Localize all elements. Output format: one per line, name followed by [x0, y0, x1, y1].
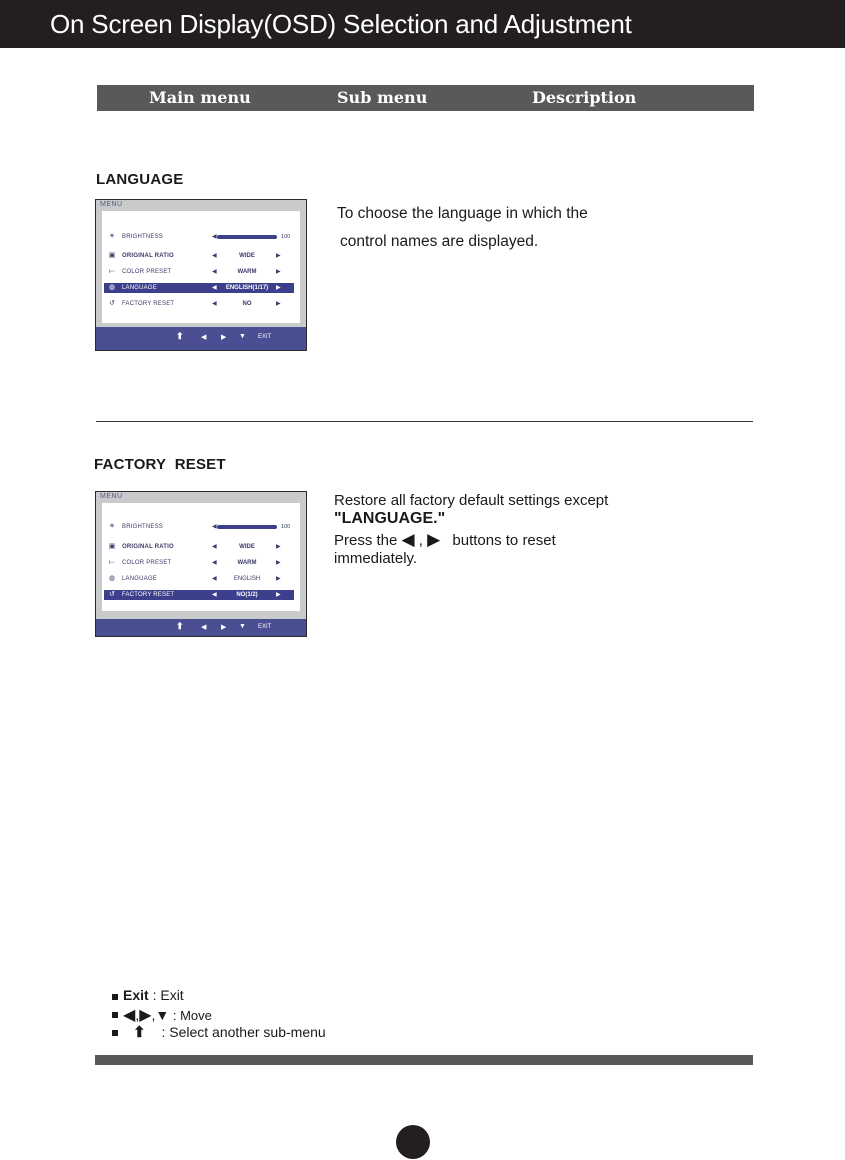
- separator: ,: [135, 1007, 140, 1023]
- right-arrow-icon: ▶: [221, 334, 227, 341]
- osd-screenshot-factory-reset: [95, 491, 307, 637]
- ratio-icon: ▣: [108, 252, 116, 259]
- osd-row-value: WIDE: [239, 253, 255, 259]
- left-triangle-icon: ◀: [401, 530, 415, 549]
- osd-row-original-ratio: [104, 251, 294, 261]
- factory-desc-line4: immediately.: [334, 550, 418, 567]
- osd-row-factory-reset: [104, 299, 294, 309]
- arrow-left-icon: ◀: [212, 576, 217, 582]
- arrow-right-icon: ▶: [276, 285, 281, 291]
- osd-row-language: [104, 574, 294, 584]
- down-triangle-icon: ▼: [155, 1007, 170, 1023]
- osd-row-value: WARM: [237, 560, 257, 566]
- osd-row-value: ENGLISH(1/17): [225, 285, 269, 291]
- arrow-left-icon: ◀: [212, 234, 217, 240]
- arrow-left-icon: ◀: [212, 285, 217, 291]
- osd-row-color-preset: [104, 558, 294, 568]
- osd-row-label: ORIGINAL RATIO: [122, 253, 174, 259]
- brightness-bar: [217, 235, 277, 239]
- comma-text: ,: [418, 532, 423, 549]
- osd-row-factory-reset: [104, 590, 294, 600]
- arrow-right-icon: ▶: [276, 253, 281, 259]
- arrow-right-icon: ▶: [276, 301, 281, 307]
- osd-row-label: FACTORY RESET: [122, 592, 175, 598]
- arrow-left-icon: ◀: [212, 301, 217, 307]
- legend-exit-bold: Exit: [123, 987, 149, 1003]
- down-arrow-icon: ▼: [239, 623, 246, 630]
- factory-desc-line3: [334, 532, 556, 550]
- arrow-right-icon: ▶: [276, 576, 281, 582]
- globe-icon: ◍: [108, 575, 116, 582]
- brightness-bar: [217, 525, 277, 529]
- section-divider: [96, 421, 753, 422]
- factory-desc-line2: "LANGUAGE.": [334, 510, 446, 527]
- column-main-menu: Main menu: [149, 88, 251, 107]
- section-title-language: LANGUAGE: [96, 171, 184, 188]
- bullet-icon: [112, 1012, 118, 1018]
- color-icon: ⟝: [109, 559, 115, 566]
- legend-select: [112, 1023, 326, 1041]
- osd-screenshot-language: [95, 199, 307, 351]
- osd-row-label: COLOR PRESET: [122, 269, 172, 275]
- arrow-right-icon: ▶: [276, 592, 281, 598]
- arrow-left-icon: ◀: [212, 253, 217, 259]
- osd-exit-label: EXIT: [258, 334, 272, 340]
- legend-exit: [112, 987, 184, 1003]
- arrow-left-icon: ◀: [212, 560, 217, 566]
- osd-row-language: [104, 283, 294, 293]
- up-arrow-icon: ⬆: [176, 621, 184, 631]
- arrow-right-icon: ▶: [276, 544, 281, 550]
- page-title: On Screen Display(OSD) Selection and Adjustment: [50, 9, 632, 39]
- osd-row-value: NO(1/2): [236, 592, 258, 598]
- globe-icon: ◍: [108, 284, 116, 291]
- left-arrow-icon: ◀: [201, 334, 207, 341]
- section-title-factory-reset: FACTORY RESET: [94, 456, 226, 473]
- legend-move: [112, 1005, 212, 1025]
- arrow-left-icon: ◀: [212, 524, 217, 530]
- legend-select-text: : Select another sub-menu: [161, 1024, 326, 1040]
- arrow-left-icon: ◀: [212, 592, 217, 598]
- up-arrow-icon: ⬆: [176, 331, 184, 341]
- press-the-text: Press the: [334, 532, 398, 549]
- color-icon: ⟝: [109, 268, 115, 275]
- osd-row-color-preset: [104, 267, 294, 277]
- osd-row-brightness: [104, 232, 294, 242]
- bullet-icon: [112, 1030, 118, 1036]
- osd-row-value: WARM: [237, 269, 257, 275]
- arrow-right-icon: ▶: [276, 269, 281, 275]
- reset-icon: ↺: [109, 591, 115, 598]
- left-arrow-icon: ◀: [201, 624, 207, 631]
- column-sub-menu: Sub menu: [337, 88, 428, 107]
- buttons-to-reset-text: buttons to reset: [452, 532, 556, 549]
- osd-row-label: BRIGHTNESS: [122, 524, 164, 530]
- arrow-right-icon: ▶: [276, 560, 281, 566]
- osd-row-brightness: [104, 522, 294, 532]
- brightness-value: 100: [281, 234, 291, 240]
- column-description: Description: [532, 88, 637, 107]
- legend-move-text: : Move: [169, 1008, 212, 1023]
- osd-footer: [96, 619, 306, 636]
- language-desc-line2: control names are displayed.: [340, 233, 539, 250]
- osd-footer: [96, 327, 306, 350]
- separator: ,: [151, 1007, 156, 1023]
- footer-bar: [95, 1055, 753, 1065]
- osd-row-value: ENGLISH: [233, 576, 261, 582]
- right-triangle-icon: ▶: [427, 530, 441, 549]
- left-triangle-icon: ◀: [123, 1007, 136, 1024]
- osd-menu-label: MENU: [100, 493, 123, 500]
- column-header-bar: [97, 85, 754, 111]
- arrow-left-icon: ◀: [212, 544, 217, 550]
- osd-row-value: WIDE: [239, 544, 255, 550]
- reset-icon: ↺: [109, 300, 115, 307]
- sun-icon: ☀: [108, 233, 116, 240]
- osd-row-label: COLOR PRESET: [122, 560, 172, 566]
- up-arrow-icon: ⬆: [133, 1024, 146, 1041]
- factory-desc-line1: Restore all factory default settings except: [334, 492, 609, 509]
- brightness-value: 100: [281, 524, 291, 530]
- down-arrow-icon: ▼: [239, 333, 246, 340]
- bullet-icon: [112, 994, 118, 1000]
- osd-row-label: ORIGINAL RATIO: [122, 544, 174, 550]
- page-number-badge: [396, 1125, 430, 1159]
- sun-icon: ☀: [108, 523, 116, 530]
- osd-row-label: LANGUAGE: [122, 576, 157, 582]
- language-desc-line1: To choose the language in which the: [337, 205, 588, 222]
- osd-row-label: BRIGHTNESS: [122, 234, 164, 240]
- osd-exit-label: EXIT: [258, 624, 272, 630]
- osd-row-value: NO: [242, 301, 252, 307]
- ratio-icon: ▣: [108, 543, 116, 550]
- arrow-left-icon: ◀: [212, 269, 217, 275]
- right-triangle-icon: ▶: [139, 1007, 152, 1024]
- osd-row-label: FACTORY RESET: [122, 301, 175, 307]
- right-arrow-icon: ▶: [221, 624, 227, 631]
- legend-exit-text: : Exit: [148, 987, 184, 1003]
- osd-menu-label: MENU: [100, 201, 123, 208]
- osd-row-original-ratio: [104, 542, 294, 552]
- osd-row-label: LANGUAGE: [122, 285, 157, 291]
